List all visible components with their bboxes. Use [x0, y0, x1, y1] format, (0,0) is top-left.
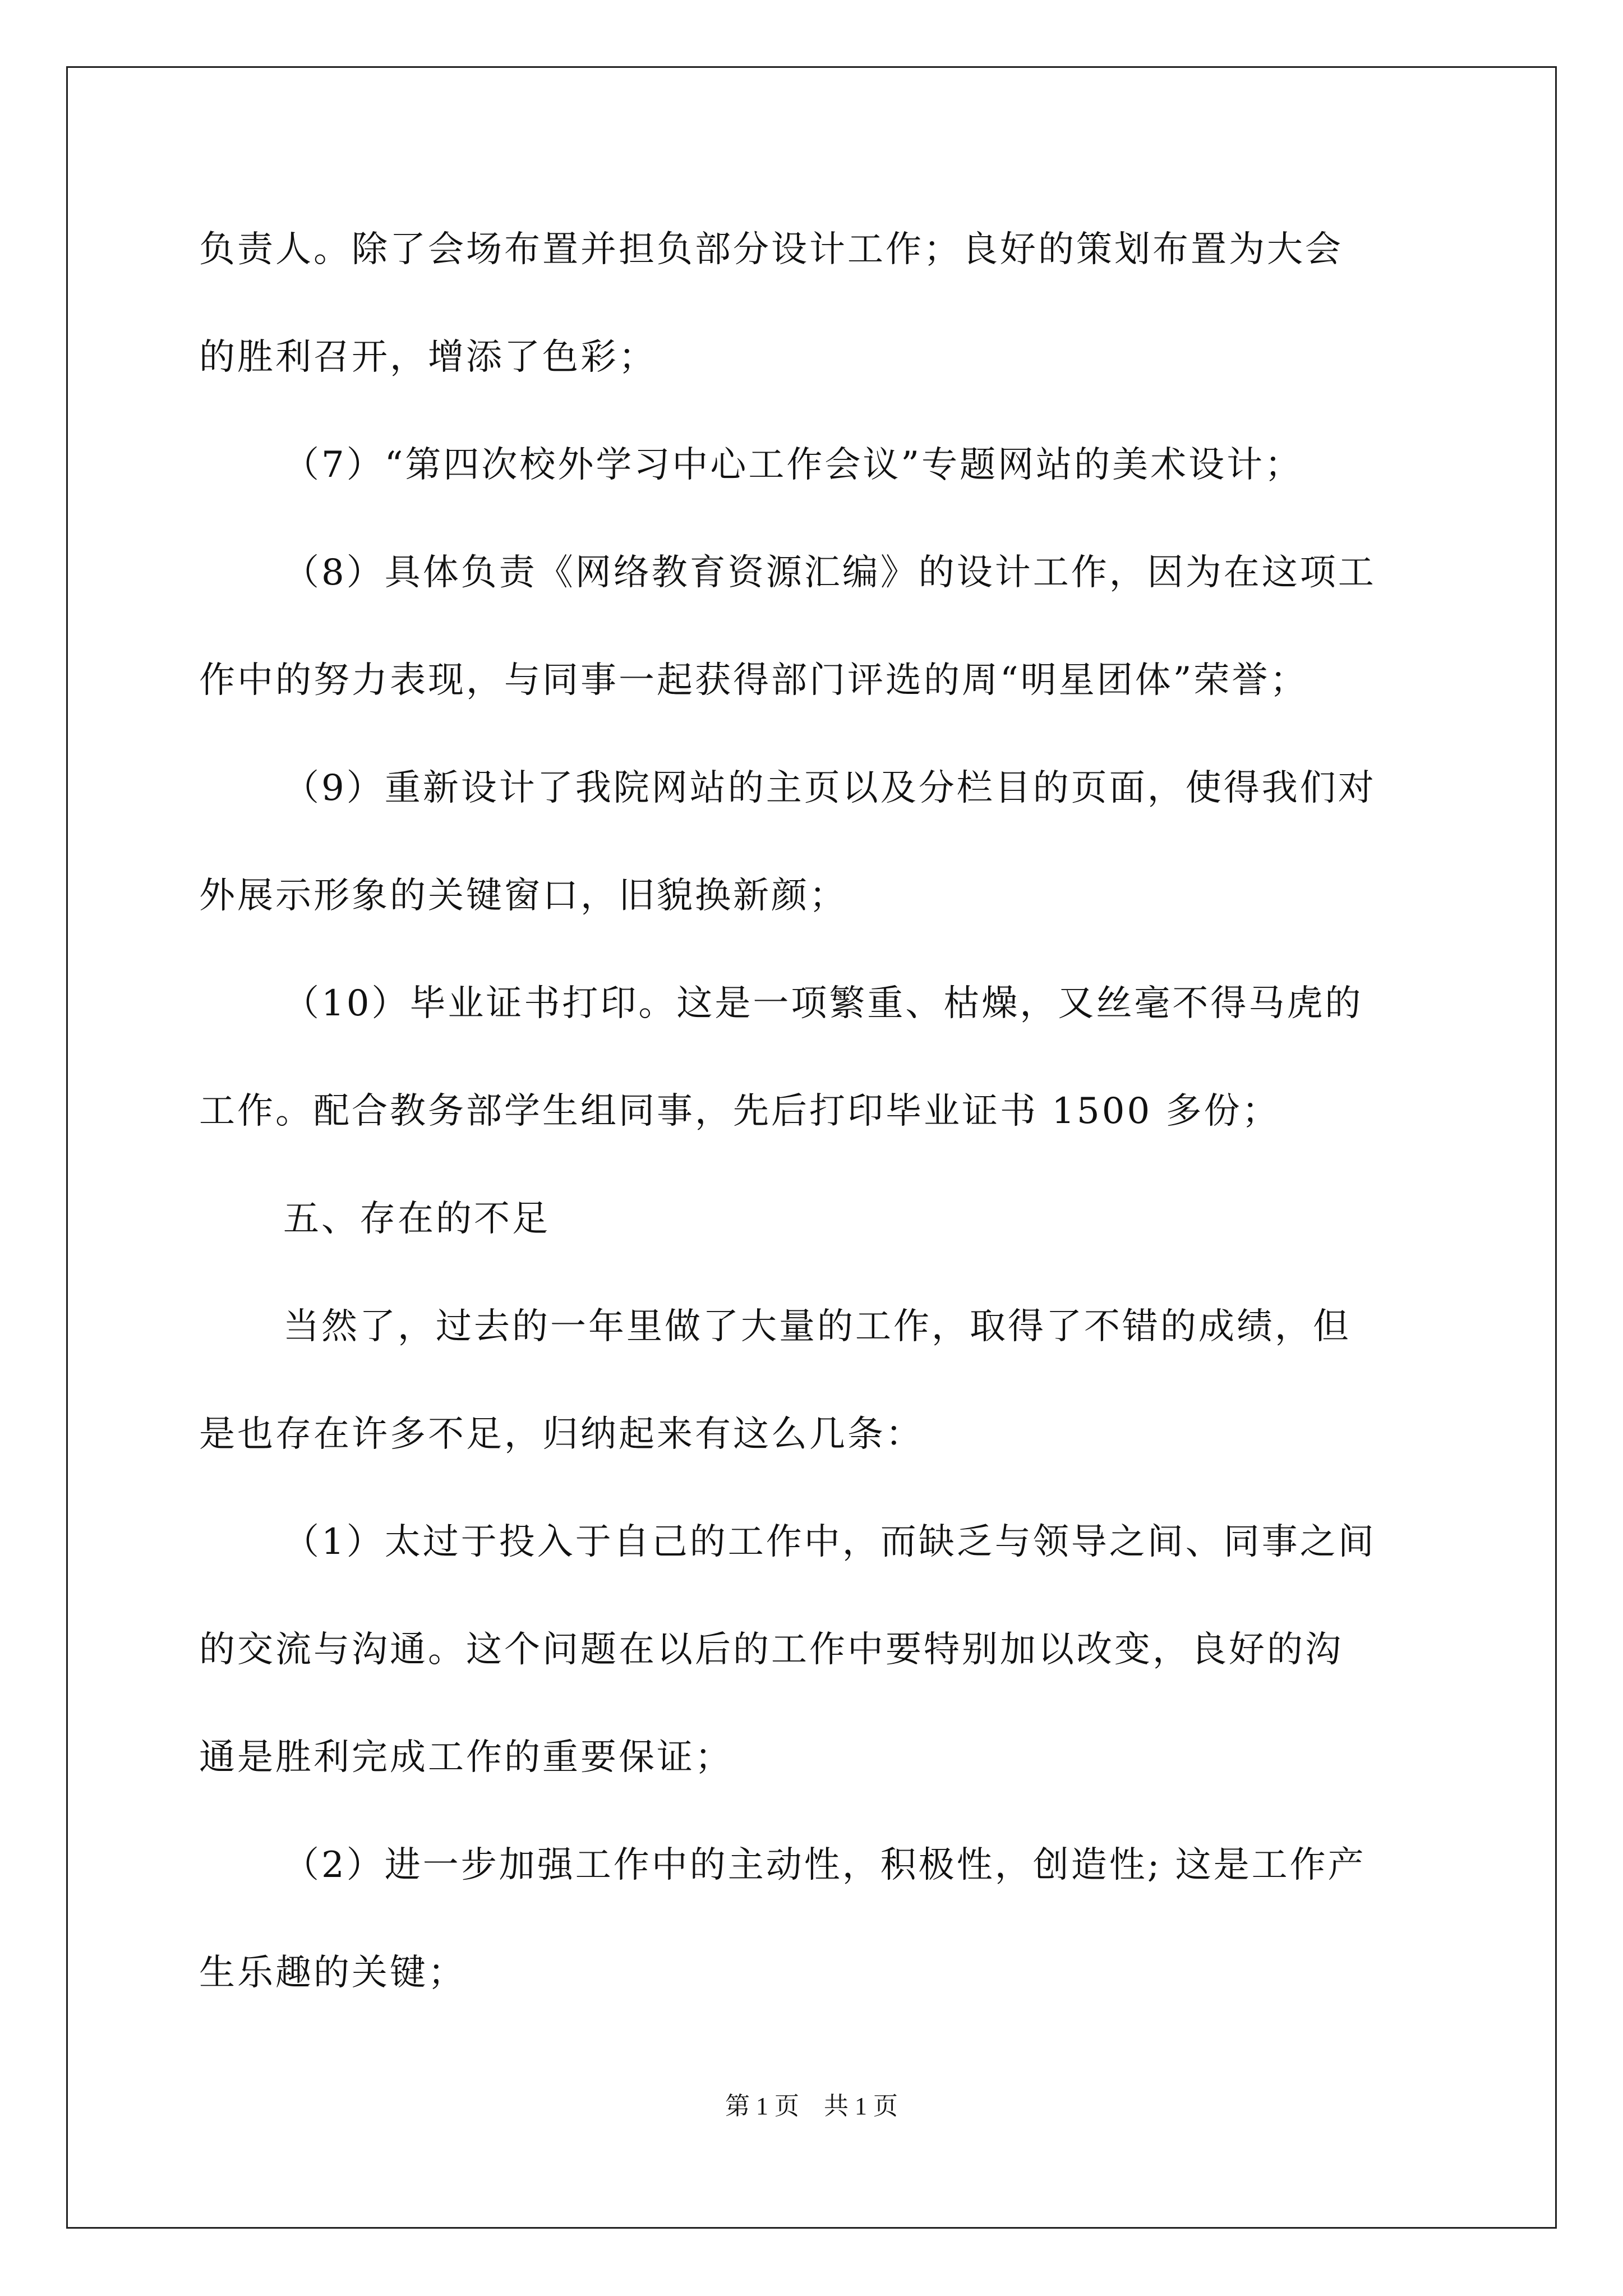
text-line: 的胜利召开，增添了色彩；: [199, 337, 657, 378]
text-line: 外展示形象的关键窗口，旧貌换新颜；: [199, 875, 847, 917]
document-body: [199, 219, 1433, 2050]
text-line: 生乐趣的关键；: [199, 1952, 466, 1994]
text-line: （7）“第四次校外学习中心工作会议”专题网站的美术设计；: [283, 444, 1303, 486]
text-line: （2）进一步加强工作中的主动性，积极性，创造性; 这是工作产: [283, 1844, 1366, 1886]
text-line: 负责人。除了会场布置并担负部分设计工作；良好的策划布置为大会: [199, 229, 1343, 270]
text-line: 的交流与沟通。这个问题在以后的工作中要特别加以改变，良好的沟: [199, 1629, 1343, 1671]
text-line: （8）具体负责《网络教育资源汇编》的设计工作，因为在这项工: [283, 552, 1376, 593]
text-line: 当然了，过去的一年里做了大量的工作，取得了不错的成绩，但: [283, 1306, 1351, 1347]
text-line: （10）毕业证书打印。这是一项繁重、枯燥，又丝毫不得马虎的: [283, 983, 1363, 1024]
section-heading: 五、存在的不足: [283, 1198, 550, 1240]
text-line: 作中的努力表现，与同事一起获得部门评选的周“明星团体”荣誉；: [199, 660, 1308, 701]
text-line: 通是胜利完成工作的重要保证；: [199, 1737, 733, 1778]
text-line: 是也存在许多不足，归纳起来有这么几条：: [199, 1414, 924, 1455]
text-line: （9）重新设计了我院网站的主页以及分栏目的页面，使得我们对: [283, 767, 1376, 809]
text-line: 工作。配合教务部学生组同事，先后打印毕业证书 1500 多份；: [199, 1091, 1280, 1132]
text-line: （1）太过于投入于自己的工作中，而缺乏与领导之间、同事之间: [283, 1521, 1376, 1563]
page-footer: 第 1 页 共 1 页: [725, 2092, 898, 2120]
